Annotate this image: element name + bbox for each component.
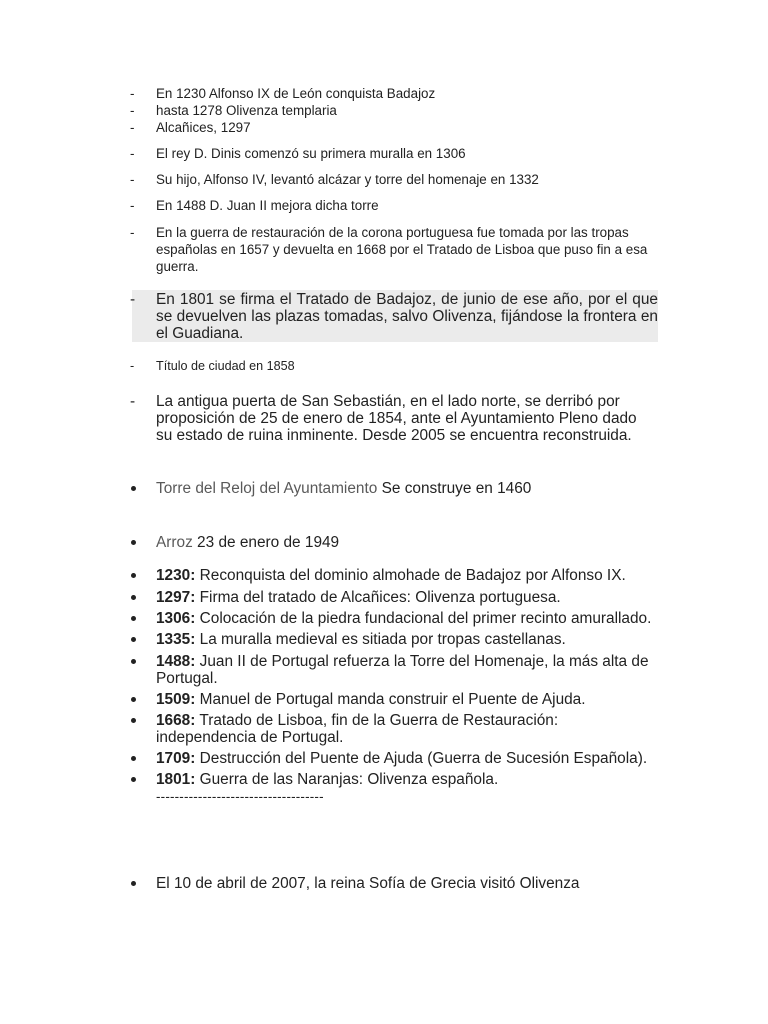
bullet-icon bbox=[130, 691, 150, 708]
dash-marker: - bbox=[130, 393, 136, 410]
list-item-text bbox=[156, 480, 670, 497]
dash-marker: - bbox=[130, 146, 135, 161]
timeline-year: 1488: bbox=[156, 653, 196, 670]
timeline-year: 1801: bbox=[156, 771, 196, 788]
timeline-year: 1306: bbox=[156, 610, 196, 627]
timeline-text bbox=[156, 691, 670, 708]
list-item-text: En la guerra de restauración de la corona portuguesa fue tomada por las tropas españolas en 1657 y devuelta en 1668 por el Tratado de Lisboa que puso fin a esa guerra. bbox=[156, 225, 648, 274]
timeline-year: 1668: bbox=[156, 712, 196, 729]
list-item-text: El rey D. Dinis comenzó su primera muralla en 1306 bbox=[156, 146, 466, 161]
list-item-text: La antigua puerta de San Sebastián, en el lado norte, se derribó por proposición de 25 de enero de 1854, ante el Ayuntamiento Pleno dado su estado de ruina inminente. Desde 2005 se encuentra reconstruida. bbox=[156, 393, 637, 444]
bullet-icon bbox=[130, 610, 150, 627]
timeline-event: Reconquista del dominio almohade de Badajoz por Alfonso IX. bbox=[195, 567, 626, 584]
bullet-icon bbox=[130, 712, 150, 729]
dash-marker: - bbox=[130, 86, 135, 101]
dash-marker: - bbox=[130, 291, 136, 308]
list-item-text: hasta 1278 Olivenza templaria bbox=[156, 103, 337, 118]
bullet-icon bbox=[130, 589, 150, 606]
timeline-text bbox=[156, 567, 670, 584]
list-item-text: Título de ciudad en 1858 bbox=[156, 359, 295, 373]
timeline-text bbox=[156, 750, 670, 767]
item-label: Arroz bbox=[156, 534, 193, 551]
timeline-text bbox=[156, 712, 580, 746]
timeline-text bbox=[156, 653, 658, 687]
timeline-event: Juan II de Portugal refuerza la Torre del Homenaje, la más alta de Portugal. bbox=[156, 653, 649, 687]
list-item-text: En 1488 D. Juan II mejora dicha torre bbox=[156, 198, 379, 213]
list-item-text: Alcañices, 1297 bbox=[156, 120, 251, 135]
timeline-year: 1230: bbox=[156, 567, 196, 584]
item-label: Torre del Reloj del Ayuntamiento bbox=[156, 480, 378, 497]
timeline-event: Tratado de Lisboa, fin de la Guerra de Restauración: independencia de Portugal. bbox=[156, 712, 559, 746]
timeline-text bbox=[156, 589, 670, 606]
dash-marker: - bbox=[130, 359, 135, 373]
bullet-icon bbox=[130, 534, 150, 551]
timeline-year: 1335: bbox=[156, 631, 196, 648]
dash-marker: - bbox=[130, 225, 135, 240]
separator-line: ------------------------------------ bbox=[156, 789, 324, 804]
list-item-text: Su hijo, Alfonso IV, levantó alcázar y torre del homenaje en 1332 bbox=[156, 172, 539, 187]
list-item-text: En 1801 se firma el Tratado de Badajoz, de junio de ese año, por el que se devuelven las plazas tomadas, salvo Olivenza, fijándose la frontera en el Guadiana. bbox=[156, 291, 658, 342]
timeline-year: 1297: bbox=[156, 589, 196, 606]
timeline-event: La muralla medieval es sitiada por tropas castellanas. bbox=[195, 631, 566, 648]
dash-marker: - bbox=[130, 198, 135, 213]
bullet-icon bbox=[130, 771, 150, 788]
timeline-year: 1709: bbox=[156, 750, 196, 767]
timeline-event: Manuel de Portugal manda construir el Puente de Ajuda. bbox=[195, 691, 586, 708]
timeline-text bbox=[156, 771, 670, 788]
bullet-icon bbox=[130, 653, 150, 670]
timeline-event: Destrucción del Puente de Ajuda (Guerra de Sucesión Española). bbox=[195, 750, 648, 767]
timeline-text bbox=[156, 631, 670, 648]
bullet-icon bbox=[130, 750, 150, 767]
item-detail: Se construye en 1460 bbox=[377, 480, 532, 497]
bullet-icon bbox=[130, 631, 150, 648]
list-item-text: El 10 de abril de 2007, la reina Sofía de Grecia visitó Olivenza bbox=[156, 875, 580, 892]
dash-marker: - bbox=[130, 172, 135, 187]
timeline-event: Guerra de las Naranjas: Olivenza española. bbox=[195, 771, 499, 788]
bullet-icon bbox=[130, 875, 150, 892]
timeline-event: Firma del tratado de Alcañices: Olivenza portuguesa. bbox=[195, 589, 561, 606]
timeline-event: Colocación de la piedra fundacional del primer recinto amurallado. bbox=[195, 610, 652, 627]
dash-marker: - bbox=[130, 103, 135, 118]
timeline-text bbox=[156, 610, 670, 627]
bullet-icon bbox=[130, 567, 150, 584]
timeline-year: 1509: bbox=[156, 691, 196, 708]
item-detail: 23 de enero de 1949 bbox=[192, 534, 340, 551]
list-item-text: En 1230 Alfonso IX de León conquista Badajoz bbox=[156, 86, 436, 101]
bullet-icon bbox=[130, 480, 150, 497]
list-item-text bbox=[156, 534, 670, 551]
dash-marker: - bbox=[130, 120, 135, 135]
